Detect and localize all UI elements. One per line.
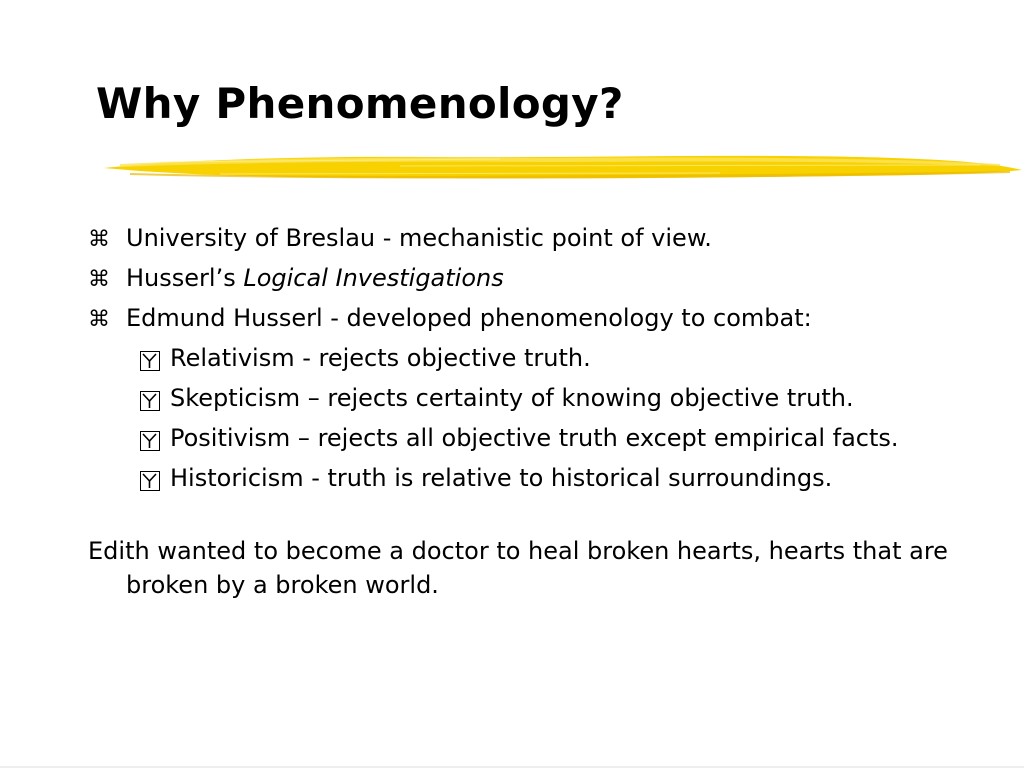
sub-bullet-text: Skepticism – rejects certainty of knowing objective truth. — [170, 384, 854, 412]
bullet-edmund-husserl — [88, 302, 988, 342]
command-key-icon: ⌘ — [88, 267, 110, 292]
checkbox-y-icon — [140, 391, 160, 411]
bullet-text: Husserl’s — [126, 264, 244, 292]
bullet-text: University of Breslau - mechanistic point of view. — [126, 224, 712, 252]
sub-bullet-relativism — [88, 342, 988, 382]
highlighter-stroke — [100, 148, 1024, 188]
sub-bullet-text: Relativism - rejects objective truth. — [170, 344, 591, 372]
command-key-icon: ⌘ — [88, 227, 110, 252]
command-key-icon: ⌘ — [88, 307, 110, 332]
sub-bullet-historicism — [88, 462, 988, 502]
sub-bullet-positivism — [88, 422, 988, 462]
checkbox-y-icon — [140, 471, 160, 491]
checkbox-y-icon — [140, 431, 160, 451]
bullet-breslau — [88, 222, 988, 262]
closing-paragraph: Edith wanted to become a doctor to heal broken hearts, hearts that are broken by a broken world. — [88, 537, 948, 599]
sub-bullet-skepticism — [88, 382, 988, 422]
bullet-list — [88, 222, 988, 502]
sub-bullet-text: Historicism - truth is relative to historical surroundings. — [170, 464, 833, 492]
bullet-text: Edmund Husserl - developed phenomenology to combat: — [126, 304, 812, 332]
sub-bullet-text: Positivism – rejects all objective truth except empirical facts. — [170, 424, 899, 452]
checkbox-y-icon — [140, 351, 160, 371]
slide-title: Why Phenomenology? — [96, 79, 624, 128]
book-title: Logical Investigations — [243, 264, 504, 292]
bullet-logical-investigations — [88, 262, 988, 302]
